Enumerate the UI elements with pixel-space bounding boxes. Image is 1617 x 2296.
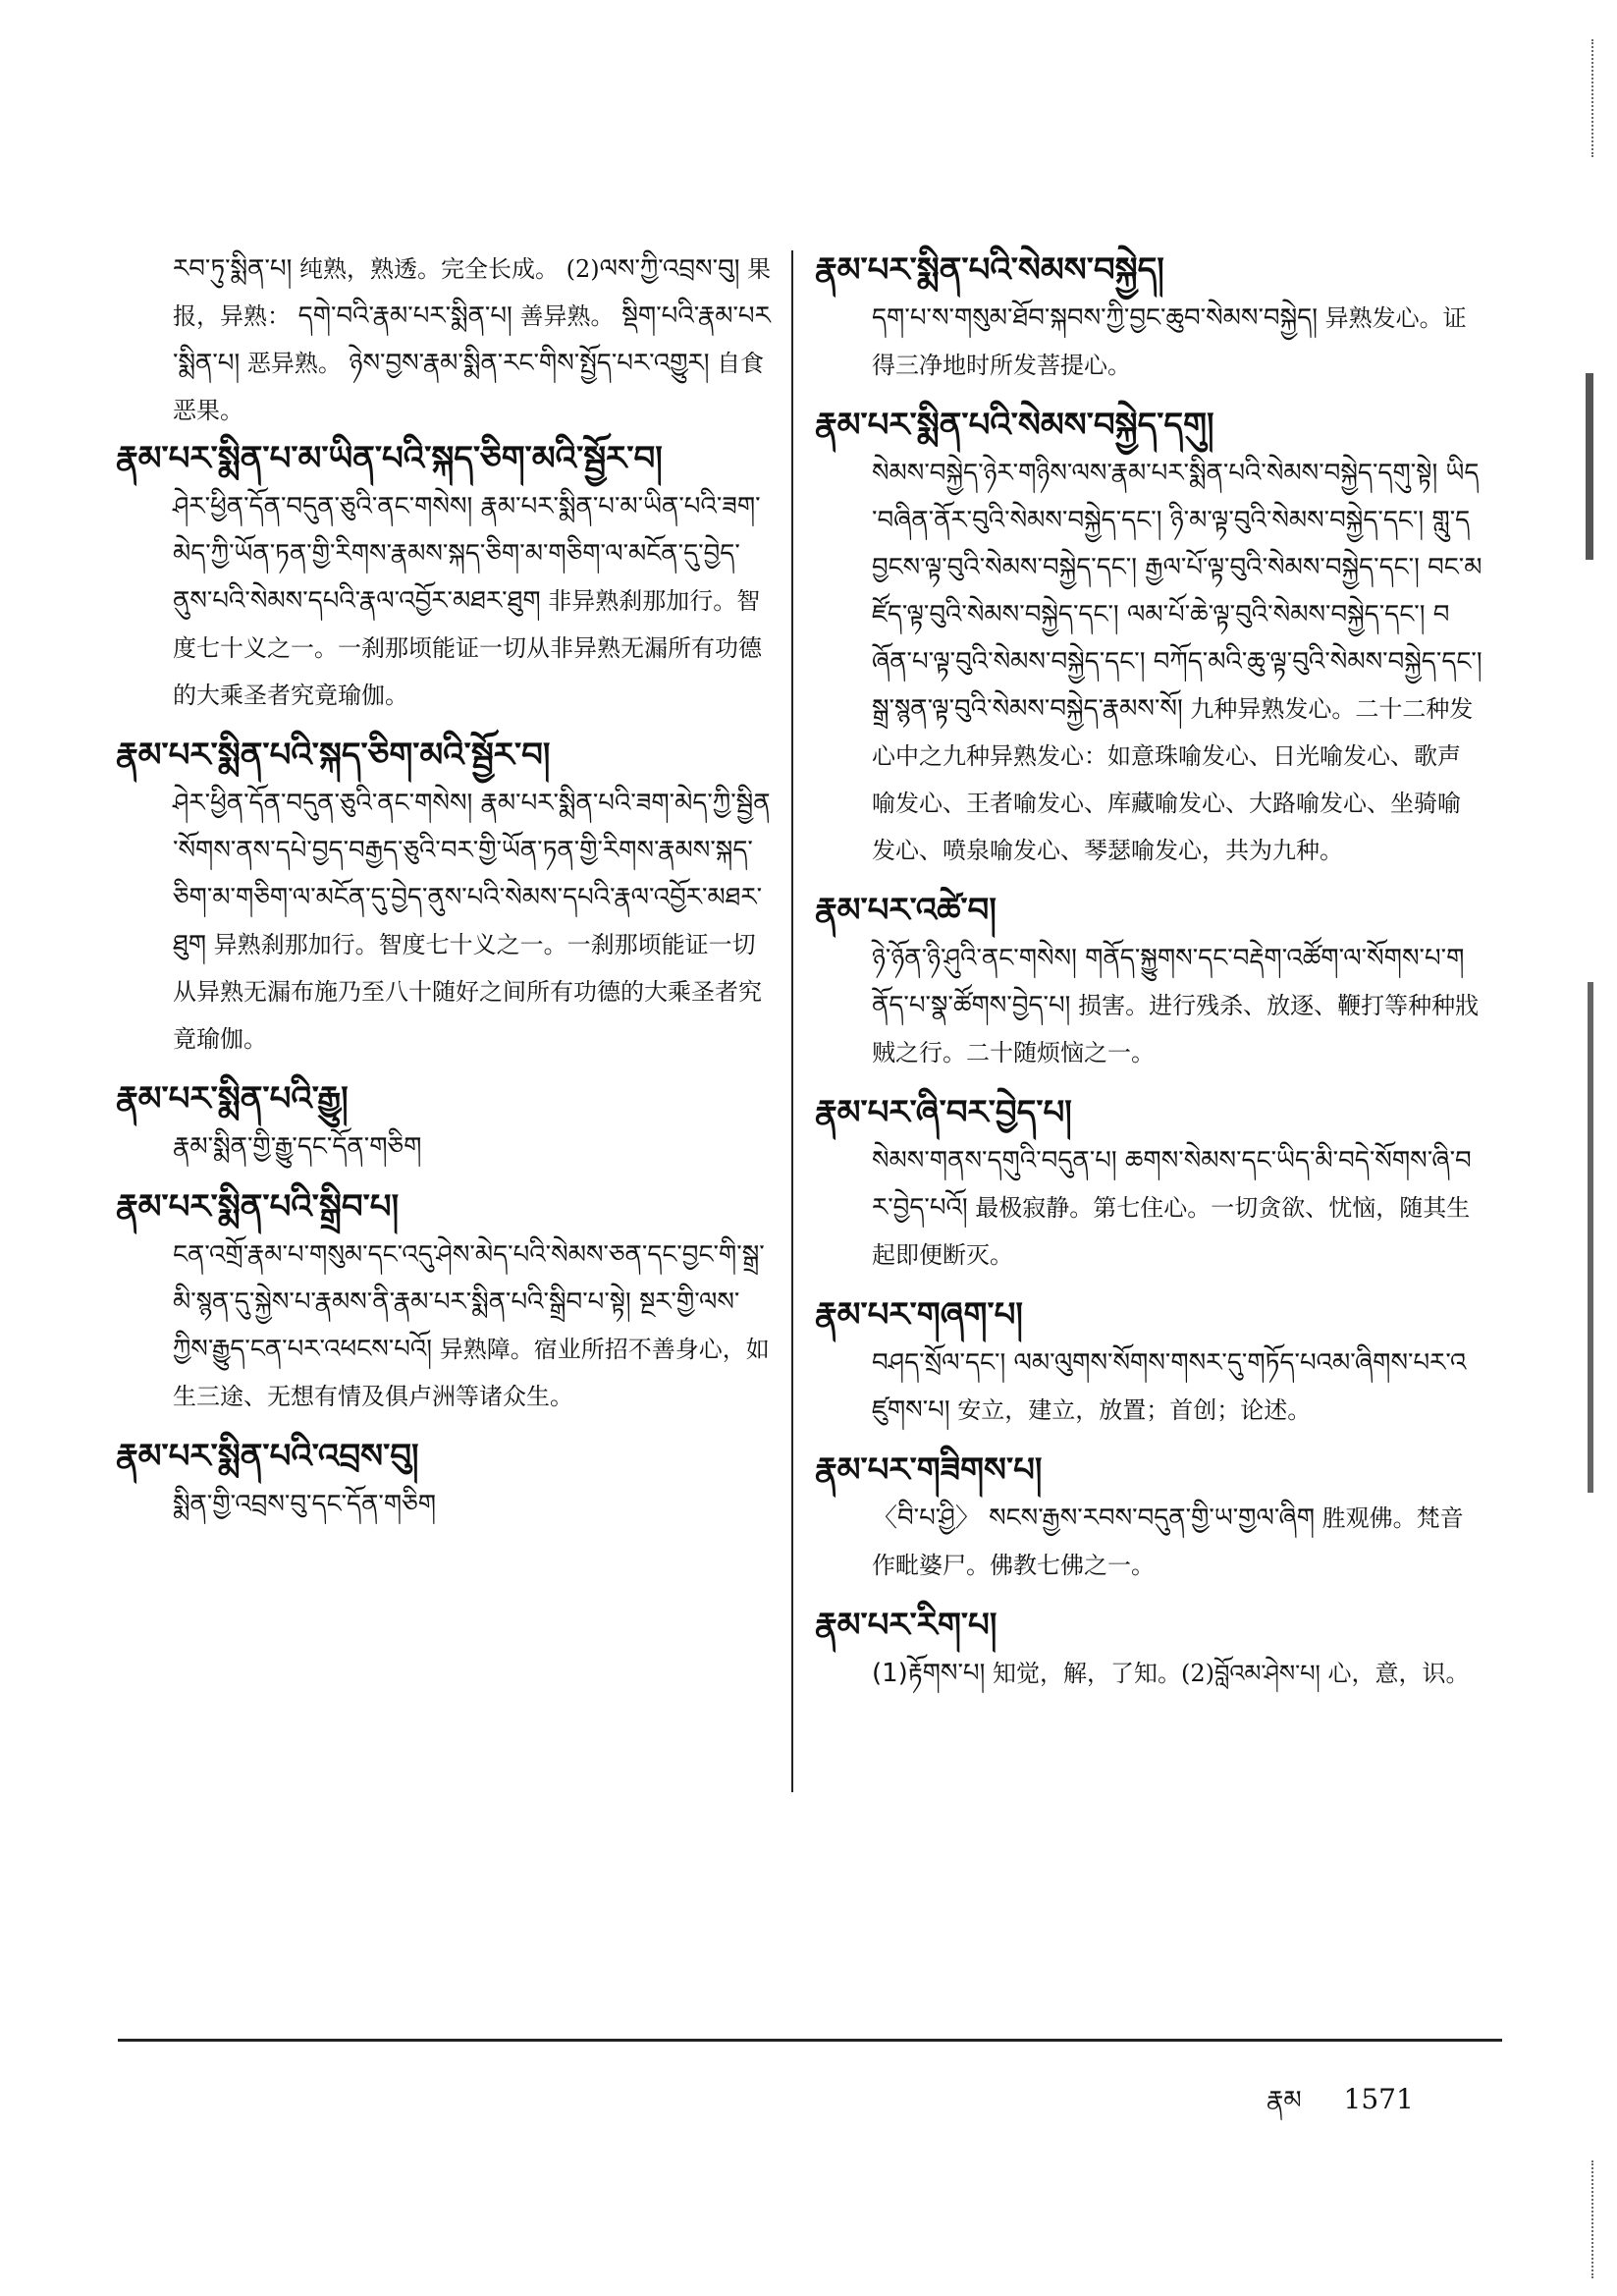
dictionary-entry [815, 401, 1482, 874]
tibetan-definition: ཤེར་ཕྱིན་དོན་བདུན་ཅུའི་ནང་གསེས། རྣམ་པར་སྨིན་པའི་ཟག་མེད་ཀྱི་སྦྱིན་སོགས་ནས་དཔེ་བྱད་བརྒྱད་ཅུའི་བར་གྱི་ཡོན་ཏན་གྱི་རིགས་རྣམས་སྐད་ཅིག་མ་གཅིག་ལ་མངོན་དུ་བྱེད་ནུས་པའི་སེམས་དཔའི་རྣལ་འབྱོར་མཐར་ཐུག [173, 789, 771, 959]
entry-headword: རྣམ་པར་འཚེ་བ། [815, 891, 997, 930]
entry-definition [116, 1481, 774, 1528]
chinese-definition: 最极寂静。第七住心。一切贪欲、忧恼，随其生起即便断灭。 [872, 1194, 1471, 1269]
footer-rule [118, 2039, 1502, 2042]
right-column [815, 246, 1482, 1709]
entry-definition [815, 1495, 1482, 1589]
left-column [116, 246, 774, 1540]
entry-headword: རྣམ་པར་སྨིན་པ་མ་ཡིན་པའི་སྐད་ཅིག་མའི་སྦྱོར་བ། [116, 439, 663, 478]
scan-edge-mark [1586, 373, 1611, 560]
entry-definition [815, 1137, 1482, 1279]
chinese-definition: 非异熟刹那加行。智度七十义之一。一刹那顷能证一切从非异熟无漏所有功德的大乘圣者究竟瑜伽。 [173, 587, 762, 709]
dictionary-entry [116, 1432, 774, 1528]
entry-headword: རྣམ་པར་གཟིགས་པ། [815, 1450, 1043, 1490]
tibetan-text: སྡིག་པའི་རྣམ་པར་སྨིན་པ། [173, 301, 771, 378]
entry-definition [815, 1650, 1482, 1697]
dictionary-entry [815, 246, 1482, 389]
entry-definition [116, 1123, 774, 1171]
chinese-definition: 安立，建立，放置；首创；论述。 [957, 1396, 1312, 1424]
sense-number: (2) [566, 255, 600, 283]
entry-headword: རྣམ་པར་སྨིན་པའི་རྒྱུ། [116, 1079, 349, 1119]
entry-definition [815, 295, 1482, 389]
entry-definition [116, 780, 774, 1063]
chinese-text: 果报，异熟： [173, 255, 772, 330]
tibetan-text: དགེ་བའི་རྣམ་པར་སྨིན་པ། [297, 301, 512, 331]
entry-definition [815, 935, 1482, 1076]
tibetan-definition: རྣམ་སྨིན་གྱི་རྒྱུ་དང་དོན་གཅིག [173, 1132, 422, 1162]
entry-headword: རྣམ་པར་སྨིན་པའི་འབྲས་བུ། [116, 1437, 419, 1476]
tibetan-definition: ཉེ་ཉོན་ཉི་ཤུའི་ནང་གསེས། གནོད་སྐྱུགས་དང་བརྡེག་འཚོག་ལ་སོགས་པ་གནོད་པ་སྣ་ཚོགས་བྱེད་པ། [872, 944, 1465, 1020]
running-headword: རྣམ [1267, 2086, 1302, 2115]
page-number: 1571 [1343, 2083, 1414, 2115]
dictionary-entry [116, 731, 774, 1063]
entry-definition [116, 483, 774, 719]
tibetan-definition: སེམས་གནས་དགུའི་བདུན་པ། ཆགས་སེམས་དང་ཡིད་མི་བདེ་སོགས་ཞི་བར་བྱེད་པའོ། [872, 1146, 1472, 1223]
entry-definition [815, 1339, 1482, 1434]
entry-headword: རྣམ་པར་སྨིན་པའི་སྐད་ཅིག་མའི་སྦྱོར་བ། [116, 736, 551, 775]
chinese-text: 恶异熟。 [246, 350, 342, 377]
chinese-definition: 异熟发心。证得三净地时所发菩提心。 [872, 304, 1467, 379]
tibetan-text: ཉེས་བྱས་རྣམ་སྨིན་རང་གིས་སྤྱོད་པར་འགྱུར། [349, 349, 710, 378]
entry-headword: རྣམ་པར་སྨིན་པའི་སེམས་བསྐྱེད། [815, 250, 1164, 290]
tibetan-definition: སྨིན་གྱི་འབྲས་བུ་དང་དོན་གཅིག [173, 1490, 437, 1519]
tibetan-definition: ངན་འགྲོ་རྣམ་པ་གསུམ་དང་འདུ་ཤེས་མེད་པའི་སེམས་ཅན་དང་བྱང་གི་སྒྲ་མི་སྙན་དུ་སྐྱེས་པ་རྣམས་ནི་རྣམ་པར་སྨིན་པའི་སྒྲིབ་པ་སྟེ། སྔར་གྱི་ལས་ཀྱིས་རྒྱུད་ངན་པར་འཕངས་པའོ། [173, 1240, 765, 1364]
dictionary-entry [815, 1446, 1482, 1589]
tibetan-definition: (1)རྟོགས་པ། [872, 1659, 986, 1688]
entry-headword: རྣམ་པར་རིག་པ། [815, 1606, 997, 1645]
tibetan-definition: བཤད་སྲོལ་དང་། ལམ་ལུགས་སོགས་གསར་དུ་གཏོད་པའམ་ཞིགས་པར་འཛུགས་པ། [872, 1348, 1467, 1425]
tibetan-text: རབ་ཏུ་སྨིན་པ། [173, 254, 293, 284]
tibetan-definition: ཤེར་ཕྱིན་དོན་བདུན་ཅུའི་ནང་གསེས། རྣམ་པར་སྨིན་པ་མ་ཡིན་པའི་ཟག་མེད་ཀྱི་ཡོན་ཏན་གྱི་རིགས་རྣམས་སྐད་ཅིག་མ་གཅིག་ལ་མངོན་དུ་བྱེད་ནུས་པའི་སེམས་དཔའི་རྣལ་འབྱོར་མཐར་ཐུག [173, 492, 761, 616]
continued-entry [116, 246, 774, 434]
dictionary-entry [116, 434, 774, 719]
page-footer [1267, 2072, 1447, 2144]
dictionary-entry [116, 1074, 774, 1171]
chinese-definition: 损害。进行残杀、放逐、鞭打等种种戕贼之行。二十随烦恼之一。 [872, 992, 1480, 1066]
chinese-definition: 知觉，解，了知。(2)བློའམ་ཤེས་པ། 心，意，识。 [993, 1660, 1470, 1687]
entry-definition [815, 450, 1482, 874]
chinese-definition: 异熟障。宿业所招不善身心，如生三途、无想有情及俱卢洲等诸众生。 [173, 1336, 770, 1410]
dictionary-entry [815, 886, 1482, 1076]
tibetan-definition: སེམས་བསྐྱེད་ཉེར་གཉིས་ལས་རྣམ་པར་སྨིན་པའི་སེམས་བསྐྱེད་དགུ་སྟེ། ཡིད་བཞིན་ནོར་བུའི་སེམས་བསྐྱེད་དང་། ཉི་མ་ལྟ་བུའི་སེམས་བསྐྱེད་དང་། གླུ་དབྱངས་ལྟ་བུའི་སེམས་བསྐྱེད་དང་། རྒྱལ་པོ་ལྟ་བུའི་སེམས་བསྐྱེད་དང་། བང་མཛོད་ལྟ་བུའི་སེམས་བསྐྱེད་དང་། ལམ་པོ་ཆེ་ལྟ་བུའི་སེམས་བསྐྱེད་དང་། བཞོན་པ་ལྟ་བུའི་སེམས་བསྐྱེད་དང་། བཀོད་མའི་ཆུ་ལྟ་བུའི་སེམས་བསྐྱེད་དང་། སྒྲ་སྙན་ལྟ་བུའི་སེམས་བསྐྱེད་རྣམས་སོ། [872, 459, 1482, 724]
scan-edge-mark [1591, 39, 1611, 157]
column-divider [791, 250, 793, 1792]
entry-headword: རྣམ་པར་ཞི་བར་བྱེད་པ། [815, 1093, 1072, 1132]
chinese-text: 自食恶果。 [173, 350, 765, 424]
chinese-text: 纯熟，熟透。完全长成。 [298, 255, 559, 283]
tibetan-definition: དག་པ་ས་གསུམ་ཐོབ་སྐབས་ཀྱི་བྱང་ཆུབ་སེམས་བསྐྱེད། [872, 303, 1318, 333]
entry-headword: རྣམ་པར་སྨིན་པའི་སེམས་བསྐྱེད་དགུ། [815, 406, 1214, 445]
tibetan-text: ལས་ཀྱི་འབྲས་བུ། [599, 254, 740, 284]
dictionary-entry [815, 1088, 1482, 1279]
dictionary-entry [116, 1182, 774, 1420]
dictionary-entry [815, 1290, 1482, 1434]
chinese-definition: 九种异熟发心。二十二种发心中之九种异熟发心：如意珠喻发心、日光喻发心、歌声喻发心、王者喻发心、库藏喻发心、大路喻发心、坐骑喻发心、喷泉喻发心、琴瑟喻发心，共为九种。 [872, 695, 1474, 864]
entry-definition [116, 1231, 774, 1420]
chinese-definition: 胜观佛。梵音作毗婆尸。佛教七佛之一。 [872, 1504, 1464, 1579]
dictionary-entry [815, 1601, 1482, 1697]
entry-headword: རྣམ་པར་གཞག་པ། [815, 1295, 1023, 1335]
tibetan-definition: 〈བི་པ་ཤྱི〉 སངས་རྒྱས་རབས་བདུན་གྱི་ཡ་གྱལ་ཞིག [872, 1503, 1316, 1533]
chinese-definition: 异熟刹那加行。智度七十义之一。一刹那顷能证一切从异熟无漏布施乃至八十随好之间所有功德的大乘圣者究竟瑜伽。 [173, 931, 762, 1053]
chinese-text: 善异熟。 [519, 302, 615, 330]
entry-headword: རྣམ་པར་སྨིན་པའི་སྒྲིབ་པ། [116, 1187, 400, 1227]
scan-edge-mark [1588, 982, 1611, 1493]
scan-edge-mark [1591, 2160, 1611, 2278]
